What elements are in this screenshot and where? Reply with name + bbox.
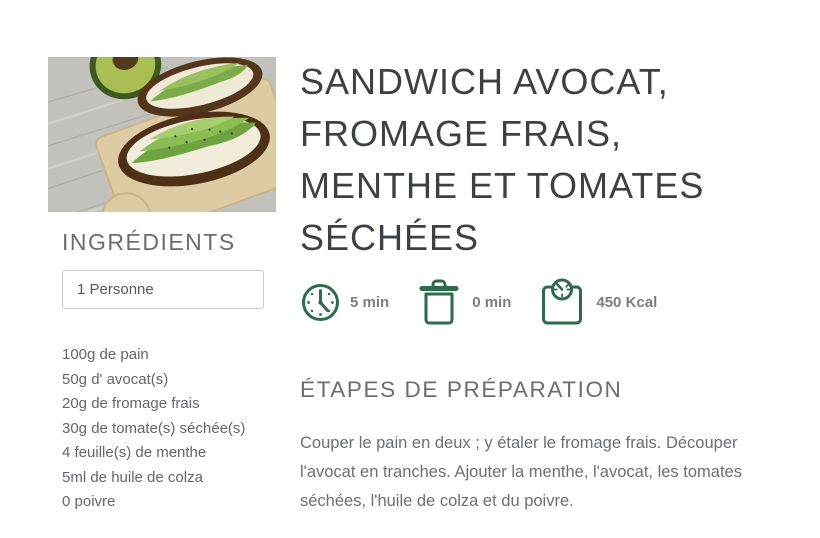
ingredients-heading: INGRÉDIENTS — [62, 229, 236, 255]
steps-heading: ÉTAPES DE PRÉPARATION — [300, 377, 623, 402]
ingredient-list — [62, 343, 276, 515]
ingredient-item: 50g d' avocat(s) — [62, 370, 169, 388]
ingredient-item: 100g de pain — [62, 346, 149, 363]
clock-icon — [300, 282, 341, 323]
calories-metric — [539, 277, 657, 327]
servings-select[interactable] — [62, 270, 264, 309]
recipe-photo — [48, 57, 276, 212]
pot-icon — [417, 277, 461, 327]
ingredient-item: 5ml de huile de colza — [62, 468, 203, 486]
ingredient-item: 20g de fromage frais — [62, 395, 200, 412]
cook-time-value: 0 min — [472, 293, 512, 311]
right-column — [300, 56, 772, 516]
prep-time-metric — [300, 282, 389, 323]
ingredient-item: 0 poivre — [62, 493, 116, 510]
recipe-metrics — [300, 277, 772, 327]
left-column — [48, 57, 276, 515]
cook-time-metric — [417, 277, 511, 327]
preparation-text: Couper le pain en deux ; y étaler le fromage frais. Découper l'avocat en tranches. Ajouter la menthe, l'avocat, les tomates séchées, l'huile de colza et du poivre. — [300, 434, 742, 510]
servings-value: 1 Personne — [77, 281, 154, 298]
prep-time-value: 5 min — [350, 293, 390, 311]
recipe-title: SANDWICH AVOCAT, FROMAGE FRAIS, MENTHE ET TOMATES SÉCHÉES — [300, 61, 705, 258]
ingredient-item: 30g de tomate(s) séchée(s) — [62, 419, 246, 437]
scale-icon — [539, 277, 585, 327]
ingredient-item: 4 feuille(s) de menthe — [62, 444, 207, 461]
calories-value: 450 Kcal — [596, 293, 658, 311]
